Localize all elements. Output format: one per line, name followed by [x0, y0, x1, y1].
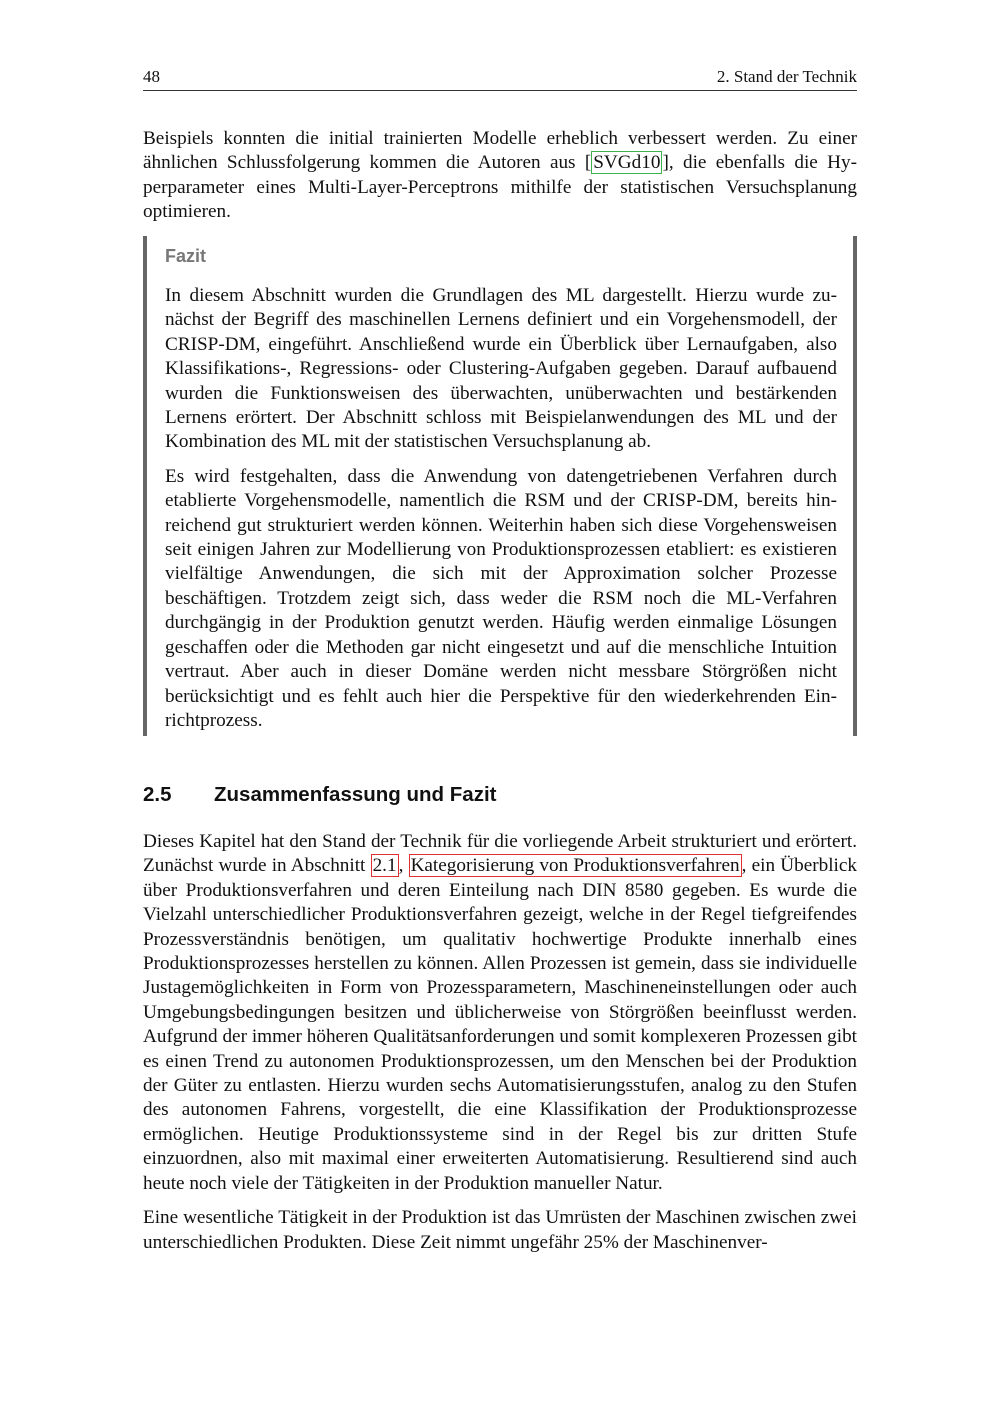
- fazit-box: [143, 236, 857, 736]
- fazit-paragraph-1: In diesem Abschnitt wurden die Grundlagen des ML dargestellt. Hierzu wurde zunächst der Begriff des maschinellen Lernens definiert und ein Vorgehensmodell, der CRISP-DM, eingeführt. Anschließend wurde ein Überblick über Lernaufgaben, also Klassifikations-, Regressions- oder Clustering-Aufgaben gegeben. Darauf aufbauend wurden die Funktionsweisen des überwachten, unüberwachten und bestärkenden Lernens erörtert. Der Abschnitt schloss mit Beispielanwendungen des ML und der Kombination des ML mit der statistischen Versuchsplanung ab.: [165, 285, 837, 453]
- section-ref-title-link[interactable]: Kategorisierung von Produktionsverfahren: [410, 855, 740, 877]
- intro-paragraph: [143, 127, 857, 225]
- section-p1-end: , ein Überblick über Produktionsverfahren und deren Einteilung nach DIN 8580 gegeben. Es wurde die Vielzahl unterschiedlicher Produktionsverfahren gezeigt, welche in der Regel tiefgreifendes Prozessverständnis benötigen, um qualitativ hochwertige Produkte innerhalb eines Produktionsprozesses herstellen zu können. Allen Prozessen ist gemein, dass sie individuelle Justagemöglichkeiten in Form von Prozessparametern, Maschineneinstellungen oder auch Umgebungsbedingungen besitzen und üblicherweise von Störgrößen beeinflusst werden. Aufgrund der immer höheren Qualitätsanforderungen und somit komplexeren Prozessen gibt es einen Trend zu autonomen Produktionsprozessen, um den Menschen bei der Produktion der Güter zu entlasten. Hierzu wurden sechs Automatisierungsstufen, analog zu den Stufen des autonomen Fahrens, vorgestellt, die eine Klassifikation der Produktionsprozesse ermöglichen. Heutige Produktionssysteme sind in der Regel bis zur dritten Stufe einzuordnen, also mit maximal einer erweiterten Automatisierung. Resultierend sind auch heute noch viele der Tätigkeiten in der Produktion manueller Natur.: [143, 855, 857, 1194]
- intro-text-end: ], die ebenfalls die Hyperparameter eines Multi-Layer-Perceptrons mithilfe der statistischen Versuchsplanung optimieren.: [143, 152, 857, 223]
- section-heading: [143, 781, 496, 809]
- fazit-paragraph-2: Es wird festgehalten, dass die Anwendung von datengetriebenen Verfahren durch etablierte Vorgehensmodelle, namentlich die RSM und der CRISP-DM, bereits hinreichend gut strukturiert werden können. Weiterhin haben sich diese Vorgehensweisen seit einigen Jahren zur Modellierung von Produktionsprozessen etabliert: es existieren vielfältige Anwendungen, die sich mit der Approximation solcher Prozesse beschäftigen. Trotzdem zeigt sich, dass weder die RSM noch die ML-Verfahren durchgängig in der Produktion genutzt werden. Häufig werden einmalige Lösungen geschaffen oder die Methoden gar nicht eingesetzt und auf die menschliche Intuition vertraut. Aber auch in dieser Domäne werden nicht messbare Störgrößen nicht berücksichtigt und es fehlt auch hier die Perspektive für den wiederkehrenden Einrichtprozess.: [165, 465, 837, 731]
- running-header: [143, 66, 857, 91]
- ref-separator: ,: [398, 855, 409, 877]
- section-ref-link[interactable]: 2.1: [372, 855, 397, 877]
- fazit-title: Fazit: [165, 246, 207, 266]
- intro-paragraph-block: [143, 127, 857, 225]
- section-p1-start: Dieses Kapitel hat den Stand der Technik für die vorliegende Arbeit strukturiert und erörtert. Zunächst wurde in Abschnitt: [143, 831, 857, 877]
- section-title: Zusammenfassung und Fazit: [214, 783, 497, 806]
- intro-text-start: Beispiels konnten die initial trainierten Modelle erheblich verbessert werden. Zu einer ähnlichen Schlussfolgerung kommen die Autoren aus [: [143, 128, 857, 174]
- section-paragraph-1: [143, 830, 857, 1196]
- section-number: 2.5: [143, 783, 172, 806]
- chapter-title: 2. Stand der Technik: [716, 67, 857, 86]
- citation-link[interactable]: SVGd10: [593, 152, 661, 174]
- section-body: [143, 830, 857, 1255]
- page-number: 48: [143, 67, 160, 86]
- section-paragraph-2: Eine wesentliche Tätigkeit in der Produktion ist das Umrüsten der Maschinen zwischen zwei unterschiedlichen Produkten. Diese Zeit nimmt ungefähr 25% der Maschinenver-: [143, 1207, 857, 1253]
